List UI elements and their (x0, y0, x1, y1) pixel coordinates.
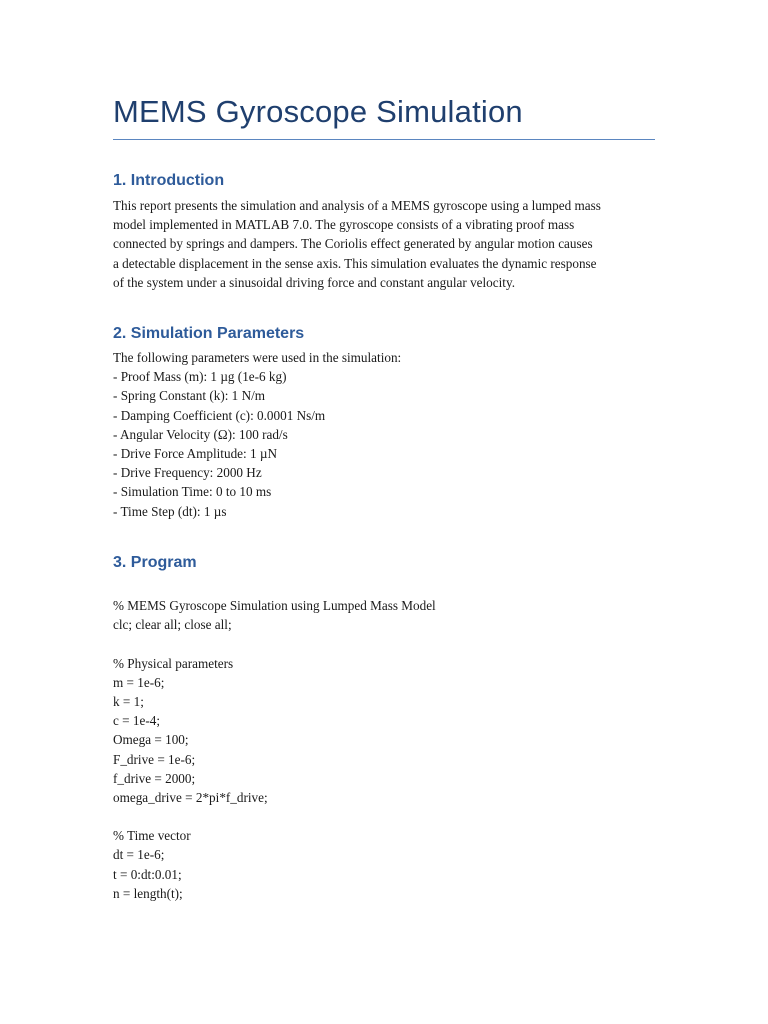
paragraph-line: of the system under a sinusoidal driving force and constant angular velocity. (113, 274, 515, 290)
code-line: c = 1e-4; (113, 713, 160, 729)
title-underline (113, 139, 655, 140)
parameters-intro: The following parameters were used in the simulation: (113, 350, 402, 365)
parameter-item: - Proof Mass (m): 1 µg (1e-6 kg) (113, 369, 287, 385)
code-line: dt = 1e-6; (113, 847, 165, 863)
section-heading-simulation-parameters: 2. Simulation Parameters (113, 325, 305, 342)
section-heading-introduction: 1. Introduction (113, 172, 225, 189)
document-title: MEMS Gyroscope Simulation (113, 94, 523, 129)
paragraph-line: model implemented in MATLAB 7.0. The gyroscope consists of a vibrating proof mass (113, 217, 575, 233)
parameter-item: - Damping Coefficient (c): 0.0001 Ns/m (113, 407, 326, 423)
code-line: t = 0:dt:0.01; (113, 866, 182, 882)
code-line: m = 1e-6; (113, 674, 165, 690)
code-line: % Time vector (113, 828, 191, 844)
code-line: Omega = 100; (113, 732, 189, 748)
code-line: f_drive = 2000; (113, 770, 196, 786)
code-line: % Physical parameters (113, 655, 234, 671)
code-line: k = 1; (113, 693, 144, 709)
paragraph-line: connected by springs and dampers. The Coriolis effect generated by angular motion causes (113, 236, 593, 252)
code-line: n = length(t); (113, 885, 183, 901)
code-line: clc; clear all; close all; (113, 617, 232, 633)
code-line (113, 634, 655, 653)
code-line: omega_drive = 2*pi*f_drive; (113, 789, 268, 805)
code-line: % MEMS Gyroscope Simulation using Lumped Mass Model (113, 598, 436, 613)
parameter-item: - Drive Frequency: 2000 Hz (113, 465, 262, 481)
paragraph-line: a detectable displacement in the sense axis. This simulation evaluates the dynamic response (113, 255, 597, 271)
paragraph-line: This report presents the simulation and analysis of a MEMS gyroscope using a lumped mass (113, 198, 601, 213)
section-heading-program: 3. Program (113, 554, 197, 571)
parameters-list (113, 348, 655, 521)
program-code-listing (113, 596, 655, 903)
introduction-paragraph (113, 196, 655, 292)
parameter-item: - Time Step (dt): 1 µs (113, 503, 227, 519)
parameter-item: - Angular Velocity (Ω): 100 rad/s (113, 426, 288, 442)
parameter-item: - Simulation Time: 0 to 10 ms (113, 484, 272, 500)
code-line (113, 807, 655, 826)
parameter-item: - Spring Constant (k): 1 N/m (113, 388, 266, 404)
code-line: F_drive = 1e-6; (113, 751, 196, 767)
parameter-item: - Drive Force Amplitude: 1 µN (113, 445, 277, 461)
